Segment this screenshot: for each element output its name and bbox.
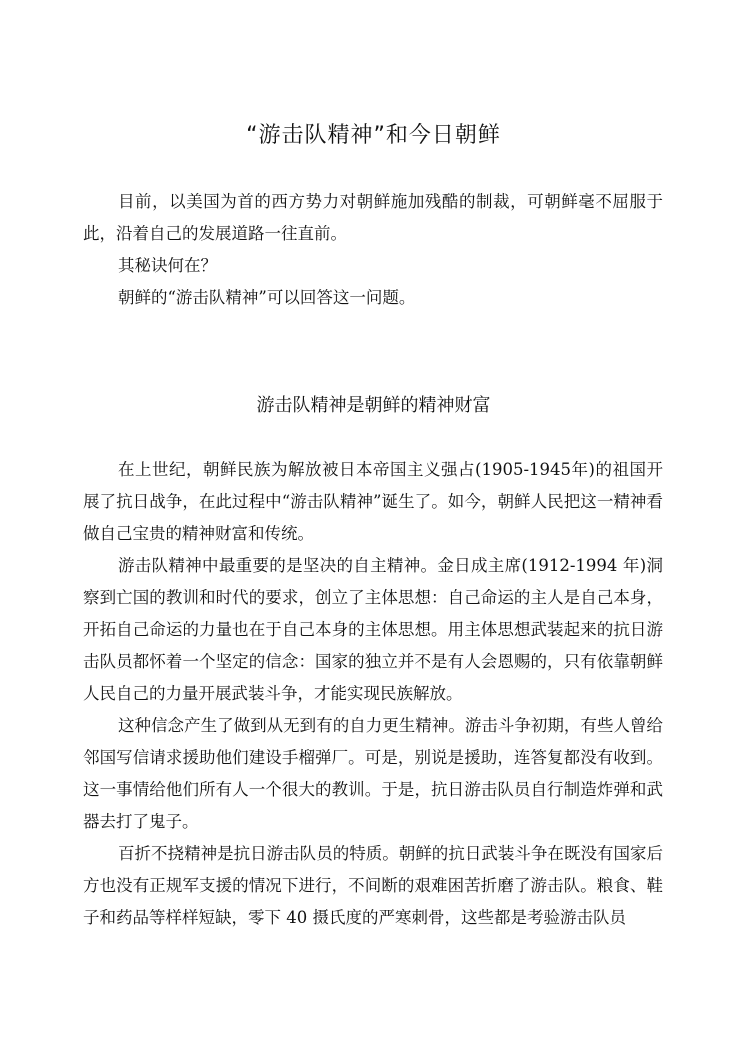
body-paragraph: 游击队精神中最重要的是坚决的自主精神。金日成主席(1912-1994 年)洞察到亡国的教训和时代的要求，创立了主体思想：自己命运的主人是自己本身，开拓自己命运的力量也在于自己本身的主体思想。用主体思想武装起来的抗日游击队员都怀着一个坚定的信念：国家的独立并不是有人会恩赐的，只有依靠朝鲜人民自己的力量开展武装斗争，才能实现民族解放。 <box>83 556 663 703</box>
intro-section <box>83 186 663 314</box>
body-paragraph: 在上世纪，朝鲜民族为解放被日本帝国主义强占(1905-1945年)的祖国开展了抗日战争，在此过程中“游击队精神”诞生了。如今，朝鲜人民把这一精神看做自己宝贵的精神财富和传统。 <box>83 460 663 543</box>
intro-paragraph: 目前，以美国为首的西方势力对朝鲜施加残酷的制裁，可朝鲜毫不屈服于此，沿着自己的发展道路一往直前。 <box>83 192 663 243</box>
intro-paragraph: 其秘诀何在？ <box>118 256 217 275</box>
body-paragraph: 百折不挠精神是抗日游击队员的特质。朝鲜的抗日武装斗争在既没有国家后方也没有正规军支援的情况下进行，不间断的艰难困苦折磨了游击队。粮食、鞋子和药品等样样短缺，零下 40 摄氏度的严寒刺骨，这些都是考验游击队员 <box>83 844 663 927</box>
intro-paragraph: 朝鲜的“游击队精神”可以回答这一问题。 <box>118 288 416 307</box>
body-section <box>83 454 663 934</box>
body-paragraph: 这种信念产生了做到从无到有的自力更生精神。游击斗争初期，有些人曾给邻国写信请求援助他们建设手榴弹厂。可是，别说是援助，连答复都没有收到。这一事情给他们所有人一个很大的教训。于是，抗日游击队员自行制造炸弹和武器去打了鬼子。 <box>83 716 663 831</box>
document-title: “游击队精神”和今日朝鲜 <box>246 123 501 148</box>
section-heading: 游击队精神是朝鲜的精神财富 <box>256 395 491 416</box>
